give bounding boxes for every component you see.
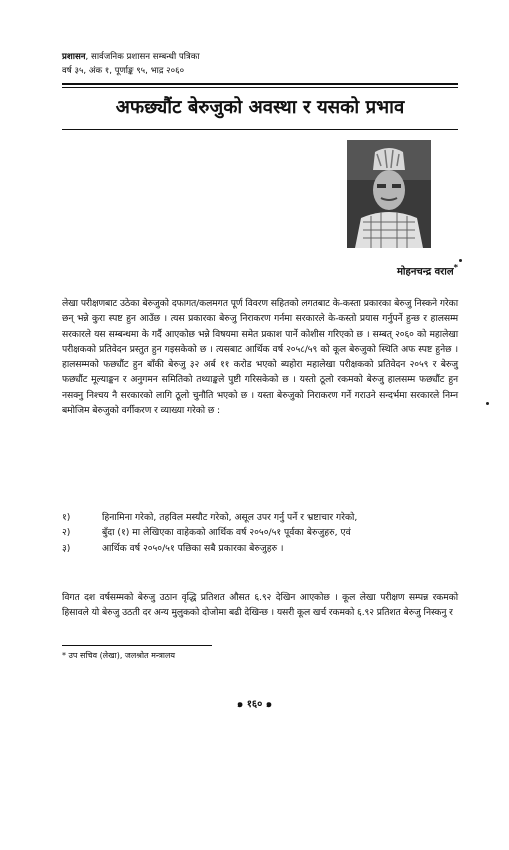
list-number: २) xyxy=(62,527,71,539)
journal-name: प्रशासन xyxy=(62,52,86,62)
list-item xyxy=(62,525,458,540)
author-photo xyxy=(347,140,431,248)
title-rule xyxy=(62,129,458,130)
journal-subtitle: , सार्वजनिक प्रशासन सम्बन्धी पत्रिका xyxy=(85,52,200,62)
footnote-rule xyxy=(62,645,212,646)
list-text: हिनामिना गरेको, तहविल मस्यौट गरेको, असूल उपर गर्नु पर्ने र भ्रष्टाचार गरेको, xyxy=(102,512,358,523)
author-footnote-mark: * xyxy=(453,262,458,272)
header-rule xyxy=(62,83,458,85)
list-text: आर्थिक वर्ष २०५०/५१ पछिका सबै प्रकारका बेरुजुहरु । xyxy=(102,542,284,554)
paragraph-growth: विगत दश वर्षसम्मको बेरुजु उठान वृद्धि प्रतिशत औसत ६.९२ देखिन आएकोछ । कूल लेखा परीक्षण सम्पन्न रकमको हिसावले यो बेरुजु उठती दर अन्य मुलुकको दोजोमा बढी देखिन्छ । यसरी कूल खर्च रकमको ६.९२ प्रतिशत बेरुजु निस्कनु र xyxy=(62,592,458,619)
list-number: १) xyxy=(62,512,71,523)
page-number: ๑ १६० ๑ xyxy=(236,699,273,710)
list-number: ३) xyxy=(62,542,71,554)
list-item xyxy=(62,510,458,525)
journal-header xyxy=(62,50,462,78)
author-name: मोहनचन्द्र वराल* xyxy=(396,262,458,278)
header-rule-thin xyxy=(62,87,458,88)
scan-speck xyxy=(459,259,462,262)
footnote: * उप सचिव (लेखा), जलश्रोत मन्त्रालय xyxy=(62,651,176,660)
classification-list xyxy=(62,510,458,556)
list-text: बुँदा (१) मा लेखिएका वाहेकको आर्थिक वर्ष २०५०/५१ पूर्वका बेरुजुहरु, एवं xyxy=(102,527,351,539)
journal-issue: वर्ष ३५, अंक १, पूर्णाङ्क ९५, भाद्र २०६० xyxy=(62,66,185,76)
list-item xyxy=(62,541,458,556)
scan-speck xyxy=(486,402,489,405)
paragraph-intro: लेखा परीक्षणबाट उठेका बेरुजुको दफागत/कलमगत पूर्ण विवरण सहितको लगतबाट के-कस्ता प्रकारका बेरुजु निस्कने गरेका छन् भन्ने कुरा स्पष्ट हुन आउँछ । त्यस प्रकारका बेरुजु निराकरण गर्नमा सरकारले के-कस्तो प्रयास गर्नुपर्ने हुन्छ र हालसम्म सरकारले यस सम्बन्धमा के गर्दै आएकोछ भन्ने विषयमा समेत प्रकाश पार्ने कोशीस गरिएको छ । सम्बत् २०६० को महालेखा परीक्षकको प्रतिवेदन प्रस्तुत हुन गइसकेको छ । त्यसबाट आर्थिक वर्ष २०५८/५९ को कूल बेरुजुको स्थिति अफ स्पष्ट हुनेछ । हालसम्मको फछ्यौंट हुन बाँकी बेरुजु ३२ अर्ब ११ करोड भएको ब्यहोरा महालेखा परीक्षकको प्रतिवेदन २०५९ र बेरुजु फछ्यौंट मूल्याङ्कन र अनुगमन समितिको तथ्याङ्कले पुष्टी गरिसकेको छ । यस्तो ठूलो रकमको बेरुजु हालसम्म फछ्यौंट हुन नसक्नु निश्चय नै सरकारको लागि ठूलो चुनौति भएको छ । यस्ता बेरुजुको निराकरण गर्ने गराउने सन्दर्भमा सरकारले निम्न बमोजिम बेरुजुको वर्गीकरण र व्याख्या गरेको छ : xyxy=(62,298,458,417)
author-portrait-icon xyxy=(347,140,431,248)
article-title: अफछ्यौंट बेरुजुको अवस्था र यसको प्रभाव xyxy=(115,97,405,118)
